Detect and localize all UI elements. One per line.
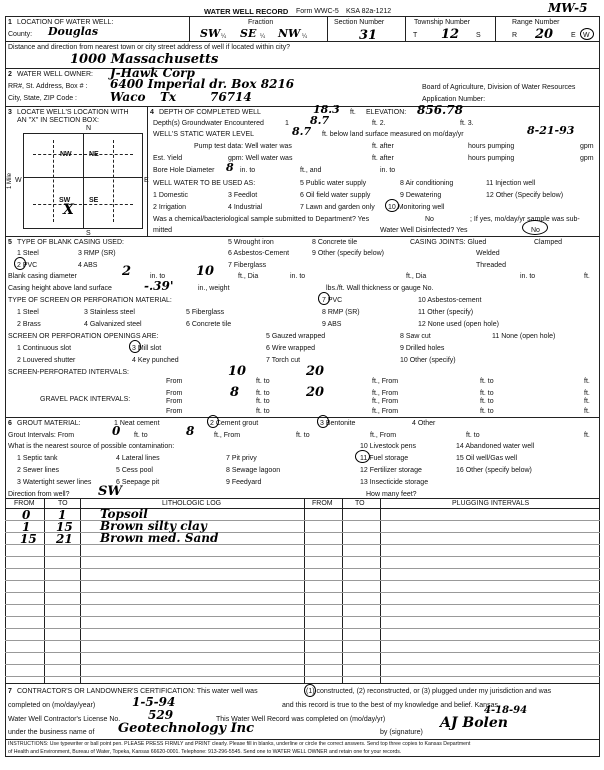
stamp-mw5: MW-5 bbox=[548, 1, 588, 15]
log-rule bbox=[5, 520, 600, 521]
county-value[interactable]: Douglas bbox=[48, 25, 99, 38]
signature[interactable]: AJ Bolen bbox=[440, 715, 508, 731]
log-rule bbox=[5, 676, 600, 677]
grout-from[interactable]: 0 bbox=[112, 424, 121, 438]
cement-grout-circle bbox=[207, 415, 219, 428]
instructions-line2: of Health and Environment, Bureau of Water, Topeka, Kansas 66620-0001. Telephone: 913-296-5545. Send one to WATER WELL OWNER and retain one for your records. bbox=[8, 749, 402, 755]
gp-from[interactable]: 8 bbox=[230, 385, 240, 400]
log-row-3-to[interactable]: 21 bbox=[56, 532, 73, 546]
form-number: Form WWC-5 bbox=[296, 8, 339, 15]
loc-label: LOCATION OF WATER WELL: bbox=[17, 19, 114, 26]
depth-label: DEPTH OF COMPLETED WELL bbox=[159, 109, 261, 116]
log-rule bbox=[5, 664, 600, 665]
log-rule bbox=[5, 544, 600, 545]
gw-label: Depth(s) Groundwater Encountered bbox=[153, 120, 264, 127]
static-value[interactable]: 8.7 bbox=[292, 125, 312, 138]
address-value[interactable]: 6400 Imperial dr. Box 8216 bbox=[110, 77, 295, 91]
record-date[interactable]: 4-18-94 bbox=[484, 705, 528, 716]
casing-to[interactable]: 10 bbox=[196, 264, 215, 279]
log-row-3-from[interactable]: 15 bbox=[20, 532, 37, 546]
range-value[interactable]: 20 bbox=[535, 27, 554, 42]
casing-height[interactable]: -.39' bbox=[144, 279, 174, 293]
s1-num: 1 bbox=[8, 19, 12, 26]
casing-diam[interactable]: 2 bbox=[122, 264, 132, 279]
ksa: KSA 82a-1212 bbox=[346, 8, 392, 15]
county-label: County: bbox=[8, 31, 33, 38]
dist-value[interactable]: 1000 Massachusetts bbox=[70, 52, 219, 67]
log-row-1-from[interactable]: 0 bbox=[22, 508, 31, 522]
blank-label: TYPE OF BLANK CASING USED: bbox=[17, 239, 124, 246]
bentonite-circle bbox=[317, 415, 329, 428]
log-rule bbox=[5, 628, 600, 629]
township-value[interactable]: 12 bbox=[441, 27, 460, 42]
spi-to[interactable]: 20 bbox=[306, 364, 325, 379]
log-rule bbox=[5, 640, 600, 641]
static-label: WELL'S STATIC WATER LEVEL bbox=[153, 131, 255, 138]
form-title: WATER WELL RECORD bbox=[204, 7, 289, 16]
log-row-2-to[interactable]: 15 bbox=[56, 520, 73, 534]
static-date[interactable]: 8-21-93 bbox=[527, 124, 575, 137]
log-rule bbox=[5, 568, 600, 569]
fuel-storage-circle bbox=[355, 450, 370, 463]
app-label: Application Number: bbox=[422, 96, 486, 103]
board-label: Board of Agriculture, Division of Water Resources bbox=[422, 84, 576, 91]
city-label: City, State, ZIP Code : bbox=[8, 95, 77, 102]
constructed-circle bbox=[304, 684, 316, 697]
log-rule bbox=[5, 652, 600, 653]
spi-from[interactable]: 10 bbox=[228, 364, 247, 379]
range-w-circle bbox=[580, 28, 594, 40]
log-row-2-from[interactable]: 1 bbox=[22, 520, 31, 534]
log-rule bbox=[5, 616, 600, 617]
mill-slot-circle bbox=[129, 340, 141, 353]
screen-label: TYPE OF SCREEN OR PERFORATION MATERIAL: bbox=[8, 297, 172, 304]
depth-value[interactable]: 18.3 bbox=[313, 103, 340, 116]
section-value[interactable]: 31 bbox=[359, 28, 378, 43]
township-label: Township Number bbox=[414, 19, 471, 26]
fraction-label: Fraction bbox=[248, 19, 274, 26]
gp-to[interactable]: 20 bbox=[306, 385, 325, 400]
bore-label: Bore Hole Diameter bbox=[153, 167, 215, 174]
log-row-3-desc[interactable]: Brown med. Sand bbox=[100, 531, 219, 545]
open-label: SCREEN OR PERFORATION OPENINGS ARE: bbox=[8, 333, 159, 340]
zip-value[interactable]: 76714 bbox=[210, 90, 252, 104]
locate-l1: LOCATE WELL'S LOCATION WITH bbox=[17, 109, 129, 116]
use-label: WELL WATER TO BE USED AS: bbox=[153, 180, 256, 187]
instructions-line1: INSTRUCTIONS: Use typewriter or ball point pen. PLEASE PRESS FIRMLY and PRINT clearly. Please fill in blanks, underline or circle the correct answers. Send top three copies to Kansas Department bbox=[8, 741, 471, 747]
frac3[interactable]: NW bbox=[278, 27, 301, 40]
license-no[interactable]: 529 bbox=[148, 708, 174, 722]
city-value[interactable]: Waco bbox=[110, 90, 146, 104]
locate-l2: AN "X" IN SECTION BOX: bbox=[17, 117, 99, 124]
rr-label: RR#, St. Address, Box # : bbox=[8, 83, 88, 90]
well-x-mark: X bbox=[63, 202, 74, 218]
frac1[interactable]: SW bbox=[200, 27, 221, 40]
dist-label: Distance and direction from nearest town or city street address of well if located within city? bbox=[8, 44, 291, 51]
disinfected-no[interactable]: No bbox=[531, 227, 540, 234]
use-monitoring-circle bbox=[385, 199, 399, 212]
log-rule bbox=[5, 556, 600, 557]
pvc-circle bbox=[14, 257, 26, 270]
log-rule bbox=[5, 604, 600, 605]
screen-pvc-circle bbox=[318, 292, 330, 305]
range-label: Range Number bbox=[512, 19, 560, 26]
log-rule bbox=[5, 532, 600, 533]
gw1-value[interactable]: 8.7 bbox=[310, 114, 330, 127]
log-row-1-to[interactable]: 1 bbox=[58, 508, 67, 522]
direction-value[interactable]: SW bbox=[98, 484, 122, 499]
grout-to[interactable]: 8 bbox=[186, 424, 195, 438]
completed-date[interactable]: 1-5-94 bbox=[132, 695, 176, 709]
log-row-2-desc[interactable]: Brown silty clay bbox=[100, 519, 207, 533]
state-value[interactable]: Tx bbox=[160, 90, 177, 104]
frac2[interactable]: SE bbox=[240, 27, 257, 40]
log-row-1-desc[interactable]: Topsoil bbox=[100, 507, 148, 521]
log-rule bbox=[5, 592, 600, 593]
elev-label: ELEVATION: bbox=[366, 109, 407, 116]
section-label: Section Number bbox=[334, 19, 385, 26]
elev-value[interactable]: 856.78 bbox=[417, 103, 463, 117]
disinfected-no-circle bbox=[522, 220, 548, 235]
owner-value[interactable]: J-Hawk Corp bbox=[110, 66, 195, 80]
owner-label: WATER WELL OWNER: bbox=[17, 71, 93, 78]
bore-value[interactable]: 8 bbox=[226, 161, 234, 174]
log-rule bbox=[5, 580, 600, 581]
business-name[interactable]: Geotechnology Inc bbox=[118, 721, 255, 736]
